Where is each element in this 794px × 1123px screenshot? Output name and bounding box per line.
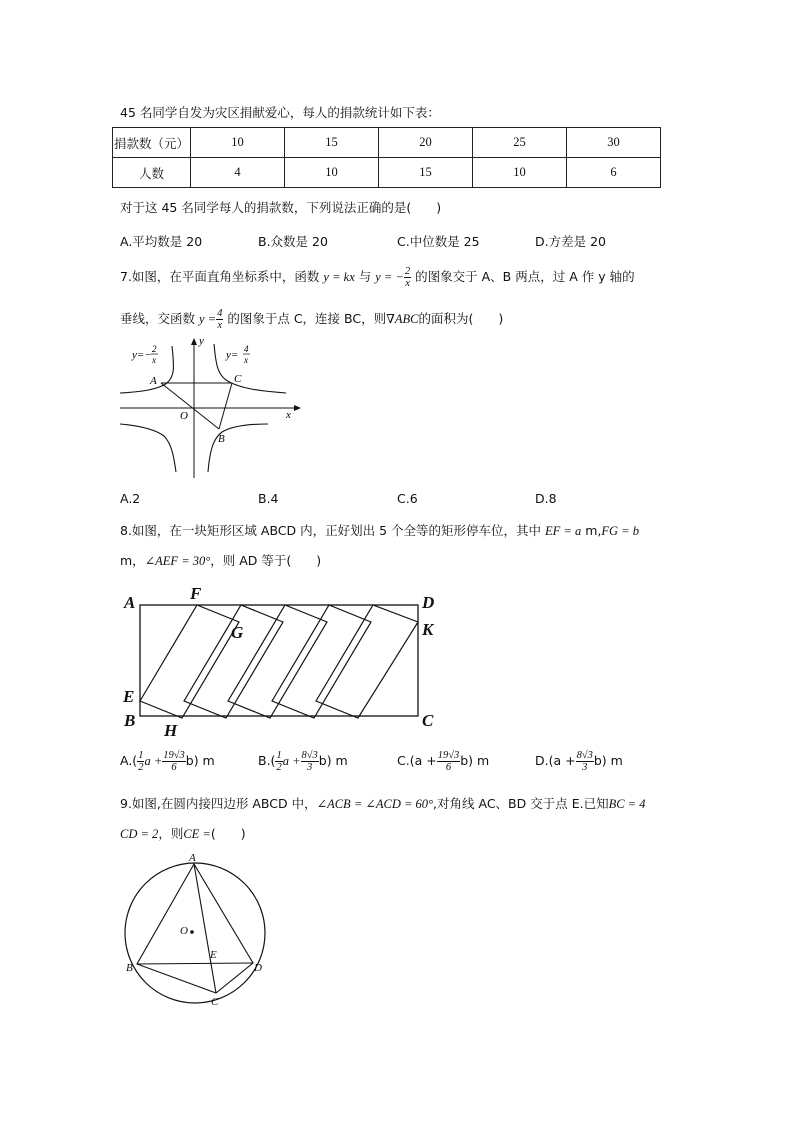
q8-text: m, [585, 523, 602, 538]
table-row [113, 158, 661, 188]
label-k: K [422, 620, 434, 639]
label-h: H [164, 721, 178, 740]
q8-cond-fg: FG = b [601, 524, 639, 538]
label-e: E [210, 949, 217, 961]
q8-text: m， [120, 553, 145, 568]
q9-angles: ∠ACB = ∠ACD = 60° [316, 797, 434, 811]
q9-ce: CE = [183, 827, 211, 841]
table-cell: 30 [567, 128, 661, 158]
diagonal-bd [137, 963, 253, 964]
label-a: A [189, 852, 196, 864]
q7-formula-kx: y = kx [323, 270, 355, 284]
label-d: D [254, 962, 262, 974]
q6-option-b: B.众数是 20 [258, 234, 328, 249]
q8-figure [118, 584, 443, 742]
center-dot [190, 930, 194, 934]
y-axis-arrow [191, 338, 197, 345]
label-c: C [211, 996, 219, 1008]
table-cell: 4 [191, 158, 285, 188]
q7-text: 的图象于点 C，连接 BC，则 [227, 311, 387, 326]
table-header-amount: 捐款数（元） [113, 128, 191, 158]
q6-option-c: C.中位数是 25 [397, 234, 480, 249]
q7-text: 的面积为( ) [418, 311, 504, 326]
q9-line1 [120, 795, 646, 813]
label-d: D [422, 593, 435, 612]
label-o: O [180, 925, 188, 937]
table-row [113, 128, 661, 158]
parking-spot [140, 605, 239, 718]
label-f: F [190, 584, 202, 603]
q7-fraction: $\frac{2}{x}$ [404, 266, 411, 289]
q7-text: 7.如图，在平面直角坐标系中，函数 [120, 269, 320, 284]
q9-figure [118, 848, 278, 1008]
segment-ab [161, 383, 219, 429]
rect-abcd [140, 605, 418, 716]
q8-line2 [120, 552, 321, 570]
q9-line2 [120, 825, 246, 843]
table-cell: 25 [473, 128, 567, 158]
q8-option-a: A.( $\frac{1}{2}$ a + $\frac{19√3}{6}$ b) m [120, 750, 215, 773]
circle-o [125, 863, 265, 1003]
q7-text: 的图象交于 A、B 两点，过 A 作 y 轴的 [415, 269, 635, 284]
q8-cond-ef: EF = a [545, 524, 582, 538]
q9-text: ( ) [210, 826, 246, 841]
parking-spot [184, 605, 283, 718]
label-g: G [231, 623, 244, 642]
label-y: y [199, 338, 204, 347]
q7-formula: y = − [375, 270, 404, 284]
q8-angle: ∠AEF = 30° [144, 554, 211, 568]
q7-text: 垂线，交函数 [120, 311, 196, 326]
q8-text: ，则 AD 等于( ) [210, 553, 322, 568]
q7-option-b: B.4 [258, 491, 279, 506]
label-a: A [124, 593, 136, 612]
table-cell: 15 [379, 158, 473, 188]
q9-text: ,对角线 AC、BD 交于点 E.已知 [433, 796, 609, 811]
label-c: C [234, 373, 242, 385]
label-pos-func: y= [226, 349, 239, 361]
hyperbola-pos-q4b [208, 424, 268, 472]
label-a: A [150, 375, 157, 387]
q8-text: 8.如图，在一块矩形区域 ABCD 内，正好划出 5 个全等的矩形停车位，其中 [120, 523, 542, 538]
label-b: B [124, 711, 136, 730]
table-cell: 10 [191, 128, 285, 158]
hyperbola-neg-q4 [120, 424, 176, 472]
donation-table [112, 127, 661, 188]
q7-text: 与 [358, 269, 372, 284]
q9-text: ，则 [158, 826, 184, 841]
q7-formula: y = [199, 312, 217, 326]
intro-text: 45 名同学自发为灾区捐献爱心，每人的捐款统计如下表： [120, 105, 440, 120]
table-header-count: 人数 [113, 158, 191, 188]
q7-line2 [120, 308, 503, 331]
label-pos-num: 4 [244, 344, 249, 354]
q8-line1 [120, 522, 639, 540]
q7-option-c: C.6 [397, 491, 418, 506]
q7-line1 [120, 266, 635, 289]
label-neg-den: x [152, 355, 156, 365]
label-e: E [123, 687, 135, 706]
q9-bc: BC = 4 [608, 797, 646, 811]
table-cell: 15 [285, 128, 379, 158]
label-o: O [180, 410, 188, 422]
hyperbola-pos-q1 [214, 344, 286, 393]
label-neg-num: 2 [152, 344, 157, 354]
q6-option-d: D.方差是 20 [535, 234, 606, 249]
parking-spot [228, 605, 327, 718]
x-axis-arrow [294, 405, 301, 411]
table-cell: 10 [473, 158, 567, 188]
table-cell: 10 [285, 158, 379, 188]
q7-option-d: D.8 [535, 491, 557, 506]
parking-spot [316, 605, 418, 718]
q8-option-d: D.(a + $\frac{8√3}{3}$ b) m [535, 750, 623, 773]
label-b: B [218, 433, 225, 445]
label-c: C [422, 711, 434, 730]
q6-option-a: A.平均数是 20 [120, 234, 203, 249]
q6-question: 对于这 45 名同学每人的捐款数，下列说法正确的是( ) [120, 200, 442, 215]
table-cell: 20 [379, 128, 473, 158]
label-neg-func: y=− [132, 349, 152, 361]
parking-spots [140, 605, 418, 718]
q9-text: 9.如图,在圆内接四边形 ABCD 中， [120, 796, 317, 811]
q7-fraction: $\frac{4}{x}$ [217, 308, 223, 331]
q7-option-a: A.2 [120, 491, 141, 506]
segment-bc [219, 383, 232, 429]
q7-graph [118, 338, 303, 480]
quadrilateral-abcd [137, 864, 253, 993]
parking-spot [272, 605, 371, 718]
q8-option-b: B.( $\frac{1}{2}$ a + $\frac{8√3}{3}$ b) m [258, 750, 348, 773]
q7-triangle: ∇ABC [386, 312, 419, 326]
label-b: B [126, 962, 133, 974]
label-x: x [286, 409, 291, 421]
q9-cd: CD = 2 [120, 827, 159, 841]
label-pos-den: x [244, 355, 248, 365]
q8-option-c: C.(a + $\frac{19√3}{6}$ b) m [397, 750, 490, 773]
table-cell: 6 [567, 158, 661, 188]
